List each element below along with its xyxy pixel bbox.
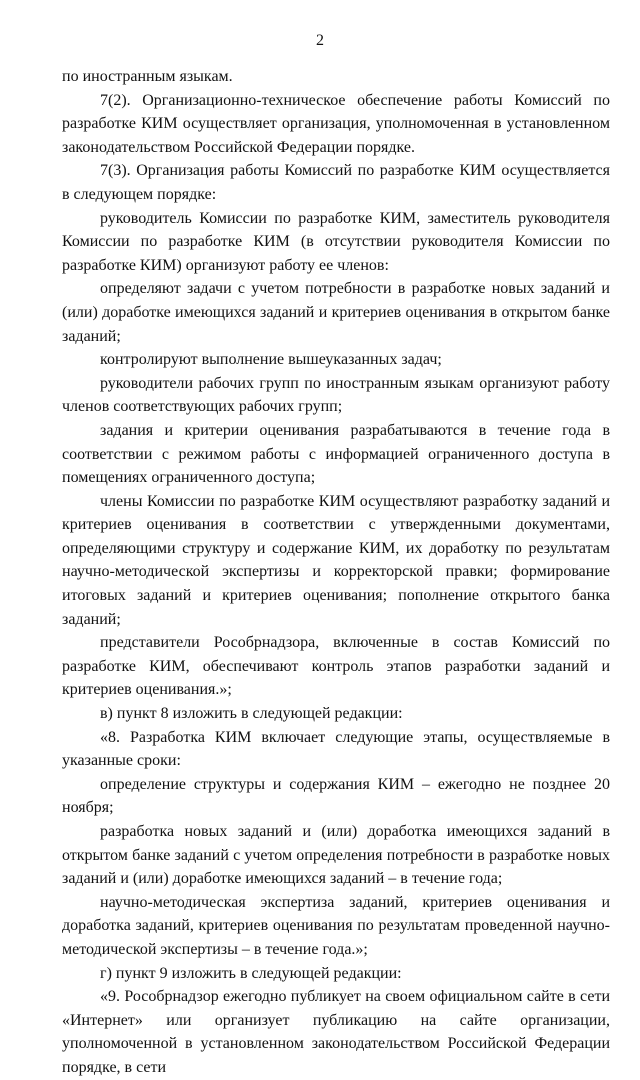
paragraph-15: научно-методическая экспертиза заданий, критериев оценивания и доработка заданий, критериев оценивания по результатам проведенной научно-методической экспертизы – в течение года.»; (62, 893, 610, 958)
paragraph-3: 7(3). Организация работы Комиссий по разработке КИМ осуществляется в следующем порядке: (62, 162, 610, 203)
page-number: 2 (316, 32, 324, 49)
paragraph-1: по иностранным языкам. (62, 68, 233, 85)
paragraph-4: руководитель Комиссии по разработке КИМ, заместитель руководителя Комиссии по разработке КИМ (в отсутствии руководителя Комиссии по разработке КИМ) организуют работу ее членов: (62, 209, 610, 274)
paragraph-14: разработка новых заданий и (или) доработка имеющихся заданий в открытом банке заданий с учетом определения потребности в разработке новых заданий и (или) доработке имеющихся заданий – в течение года; (62, 823, 610, 888)
paragraph-17: «9. Рособрнадзор ежегодно публикует на своем официальном сайте в сети «Интернет» или организует публикацию на сайте организации, уполномоченной в установленном законодательством Российской Федерации порядке, в сети (62, 988, 610, 1076)
paragraph-9: члены Комиссии по разработке КИМ осуществляют разработку заданий и критериев оценивания в соответствии с утвержденными документами, определяющими структуру и содержание КИМ, их доработку по результатам научно-методической экспертизы и корректорской правки; формирование итоговых заданий и критериев оценивания; пополнение открытого банка заданий; (62, 492, 610, 628)
paragraph-7: руководители рабочих групп по иностранным языкам организуют работу членов соответствующих рабочих групп; (62, 374, 610, 416)
paragraph-13: определение структуры и содержания КИМ – ежегодно не позднее 20 ноября; (62, 775, 610, 817)
paragraph-11: в) пункт 8 изложить в следующей редакции: (100, 705, 403, 723)
paragraph-2: 7(2). Организационно-техническое обеспечение работы Комиссий по разработке КИМ осуществляет организация, уполномоченная в установленном законодательством Российской Федерации порядке. (62, 91, 610, 156)
paragraph-16: г) пункт 9 изложить в следующей редакции: (100, 964, 402, 982)
paragraph-8: задания и критерии оценивания разрабатываются в течение года в соответствии с режимом работы с информацией ограниченного доступа в помещениях ограниченного доступа; (62, 421, 610, 487)
paragraph-12: «8. Разработка КИМ включает следующие этапы, осуществляемые в указанные сроки: (62, 728, 610, 770)
paragraph-6: контролируют выполнение вышеуказанных задач; (100, 351, 442, 369)
paragraph-10: представители Рособрнадзора, включенные в состав Комиссий по разработке КИМ, обеспечивают контроль этапов разработки заданий и критериев оценивания.»; (62, 634, 610, 699)
paragraph-5: определяют задачи с учетом потребности в разработке новых заданий и (или) доработке имеющихся заданий и критериев оценивания в открытом банке заданий; (62, 280, 610, 345)
document-body (62, 65, 610, 1080)
